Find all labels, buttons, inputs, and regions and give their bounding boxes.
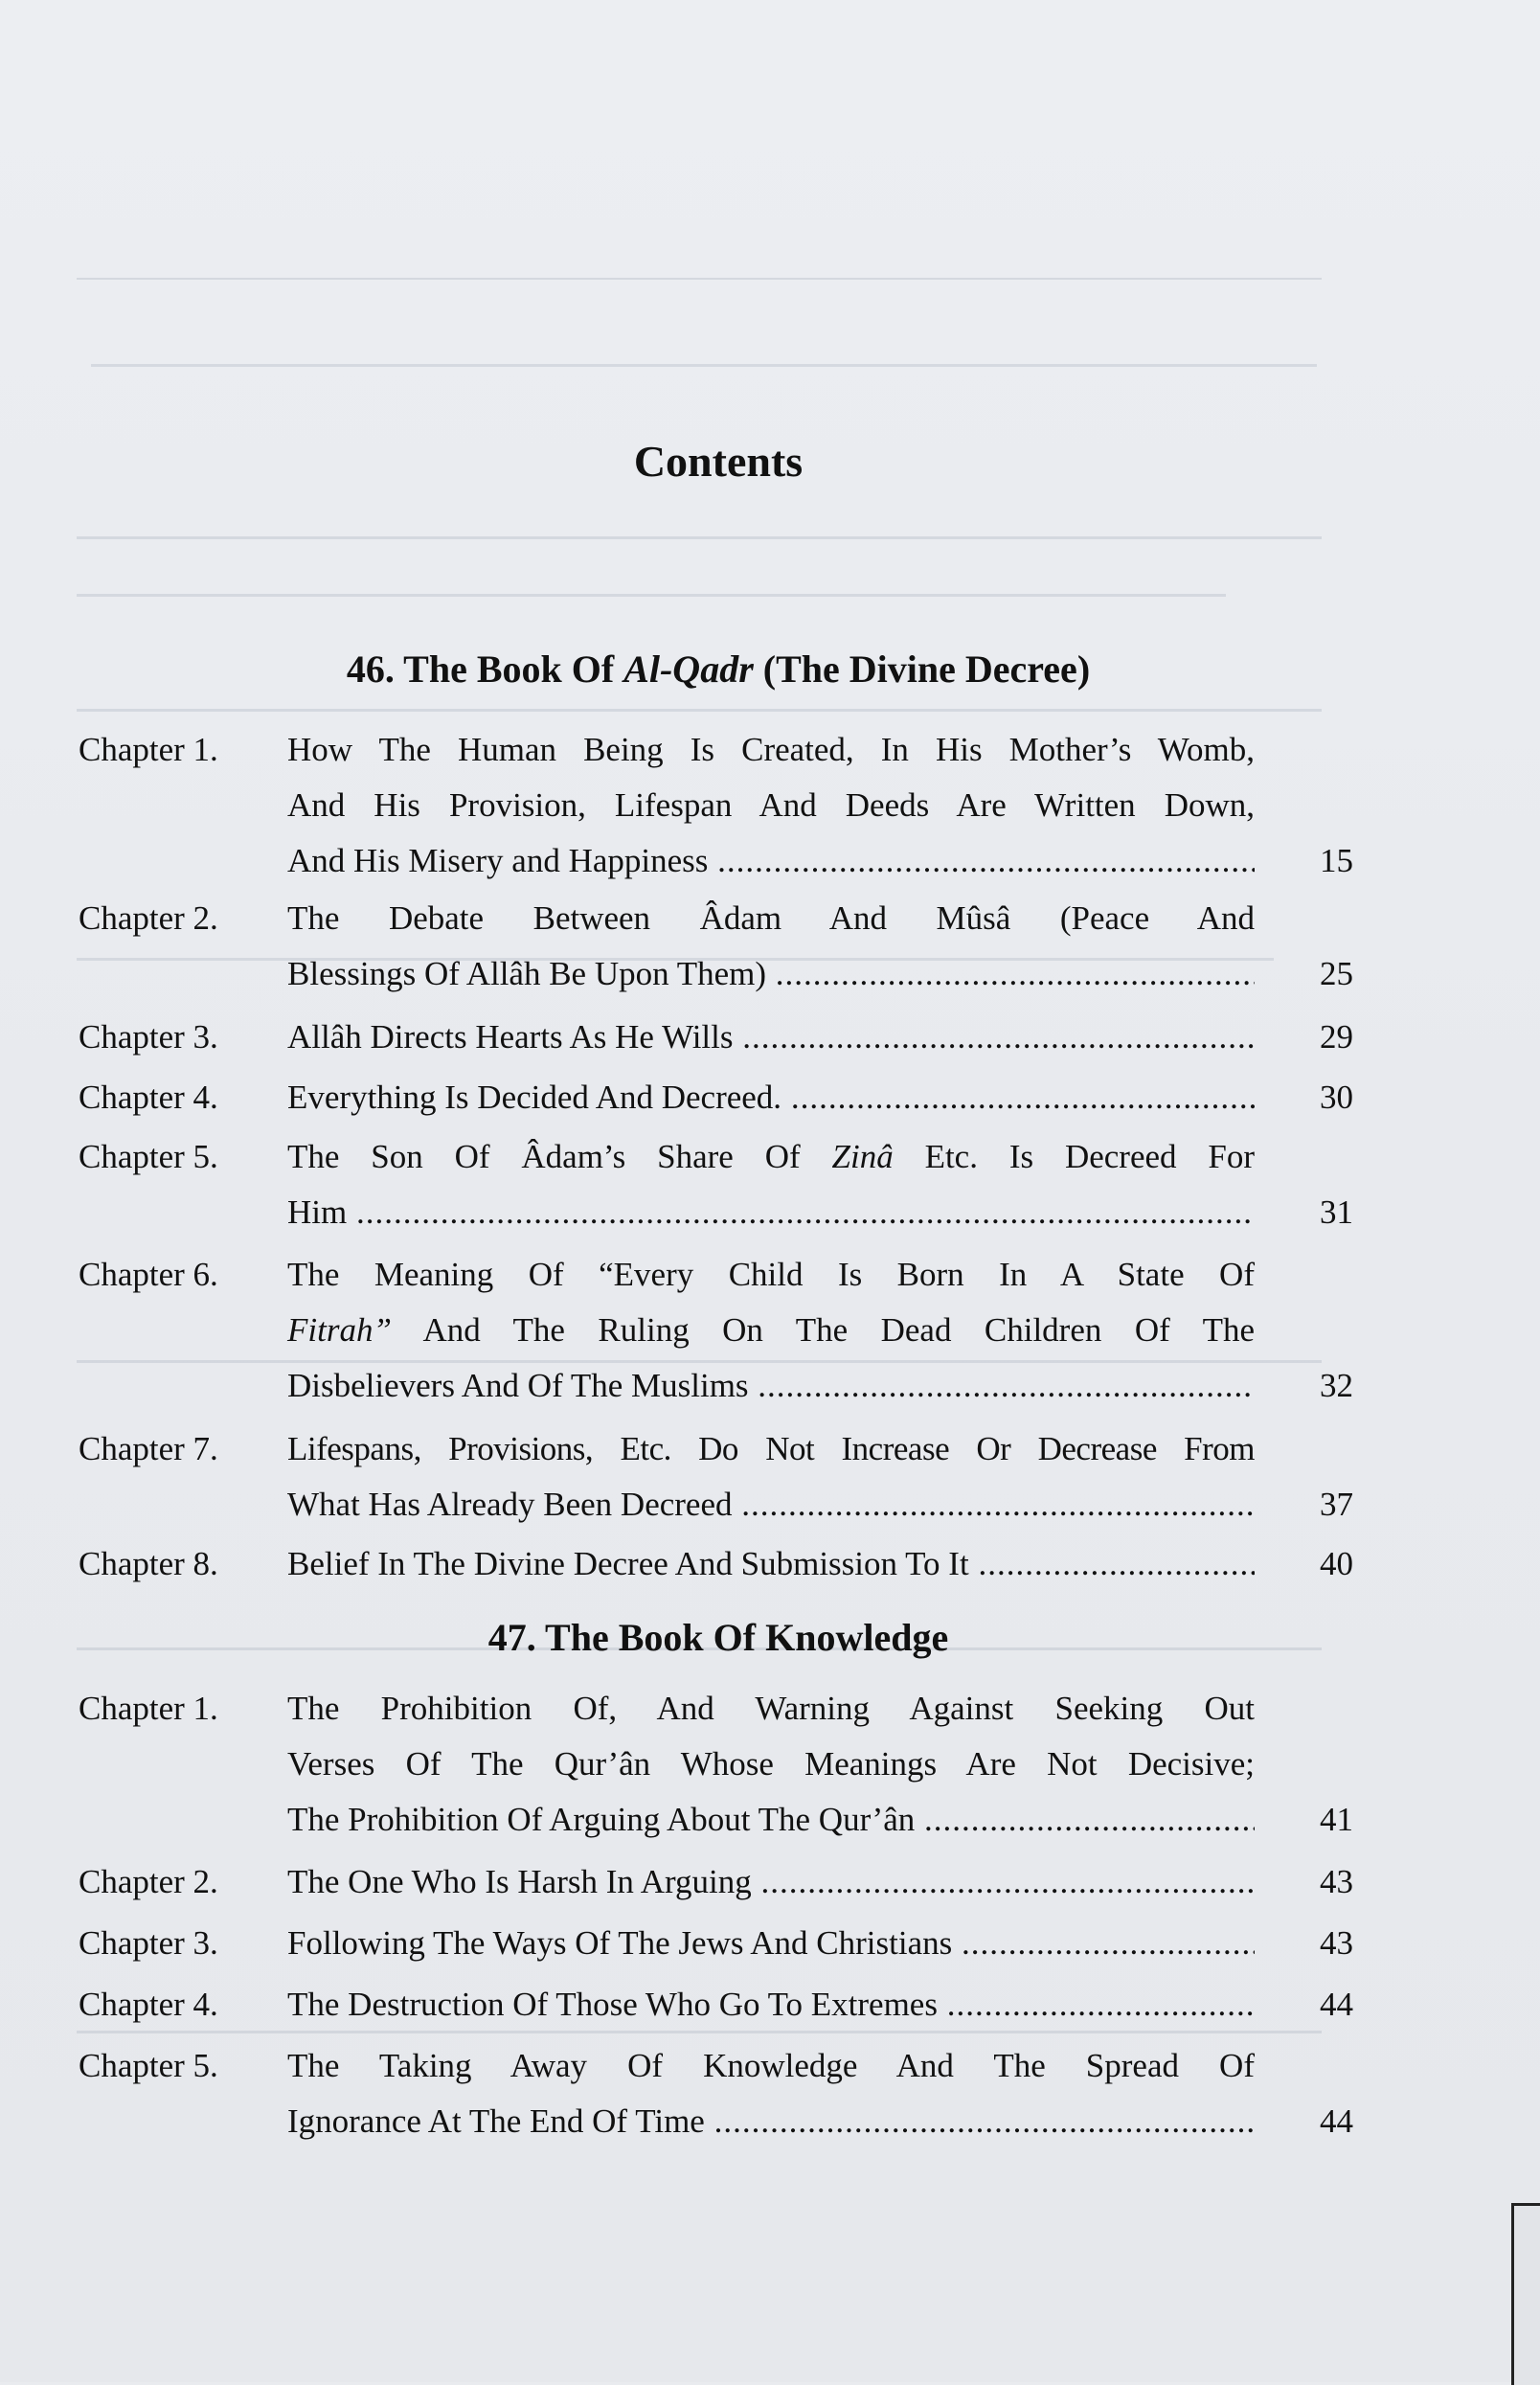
chapter-title-line: And His Provision, Lifespan And Deeds Are Written Down, — [287, 786, 1255, 824]
chapter-title-line: And His Misery and Happiness ..... — [287, 833, 1255, 889]
chapter-label: Chapter 2. — [79, 1863, 218, 1900]
page-number: 32 — [1320, 1367, 1353, 1404]
chapter-title-line: How The Human Being Is Created, In His Mother’s Womb, — [287, 731, 1255, 768]
chapter-title-line: The Taking Away Of Knowledge And The Spread Of — [287, 2047, 1255, 2084]
chapter-label: Chapter 2. — [79, 899, 218, 937]
page-number: 44 — [1320, 2102, 1353, 2140]
chapter-label: Chapter 3. — [79, 1924, 218, 1962]
chapter-title-line: Disbelievers And Of The Muslims ..... — [287, 1358, 1255, 1414]
chapter-title-line: Following The Ways Of The Jews And Christians ..... — [287, 1916, 1255, 1971]
chapter-label: Chapter 1. — [79, 1690, 218, 1727]
chapter-label: Chapter 5. — [79, 2047, 218, 2084]
chapter-label: Chapter 4. — [79, 1079, 218, 1116]
page-number: 43 — [1320, 1924, 1353, 1962]
page-number: 41 — [1320, 1801, 1353, 1838]
chapter-label: Chapter 5. — [79, 1138, 218, 1175]
chapter-title-line: The Prohibition Of Arguing About The Qur’ân ..... — [287, 1792, 1255, 1848]
chapter-title-line: The Son Of Âdam’s Share Of Zinâ Etc. Is Decreed For — [287, 1138, 1256, 1175]
chapter-title-line: Ignorance At The End Of Time ..... — [287, 2094, 1255, 2149]
chapter-title-line: The One Who Is Harsh In Arguing ..... — [287, 1854, 1255, 1910]
chapter-title-line: Allâh Directs Hearts As He Wills ..... — [287, 1010, 1255, 1065]
book-heading-text: 46. The Book Of — [346, 647, 624, 691]
page-number: 31 — [1320, 1193, 1353, 1231]
chapter-title-line: Everything Is Decided And Decreed. ..... — [287, 1070, 1255, 1125]
page-number: 29 — [1320, 1018, 1353, 1056]
page-number: 37 — [1320, 1486, 1353, 1523]
page-number: 43 — [1320, 1863, 1353, 1900]
chapter-title-line: What Has Already Been Decreed ..... — [287, 1477, 1255, 1533]
page-number: 40 — [1320, 1545, 1353, 1582]
chapter-title-line: Verses Of The Qur’ân Whose Meanings Are Not Decisive; — [287, 1745, 1255, 1783]
chapter-title-line: The Destruction Of Those Who Go To Extremes ..... — [287, 1977, 1255, 2033]
chapter-label: Chapter 1. — [79, 731, 218, 768]
chapter-title-line: Belief In The Divine Decree And Submission To It ..... — [287, 1536, 1255, 1592]
chapter-label: Chapter 7. — [79, 1430, 218, 1467]
chapter-title-line: Blessings Of Allâh Be Upon Them) ..... — [287, 946, 1255, 1002]
book-heading-italic: Al-Qadr — [623, 647, 754, 691]
book-heading-46 — [0, 647, 1437, 692]
chapter-title-line: Lifespans, Provisions, Etc. Do Not Increase Or Decrease From — [287, 1430, 1255, 1467]
chapter-label: Chapter 8. — [79, 1545, 218, 1582]
page-edge-tab — [1511, 2203, 1540, 2385]
page-title: Contents — [633, 437, 804, 486]
chapter-title-line: The Meaning Of “Every Child Is Born In A State Of — [287, 1256, 1255, 1293]
chapter-title-line: Him ..... — [287, 1185, 1255, 1240]
book-heading-47: 47. The Book Of Knowledge — [487, 1616, 949, 1659]
page-number: 15 — [1320, 842, 1353, 879]
chapter-label: Chapter 3. — [79, 1018, 218, 1056]
chapter-title-line: The Prohibition Of, And Warning Against Seeking Out — [287, 1690, 1255, 1727]
page-number: 25 — [1320, 955, 1353, 992]
chapter-label: Chapter 4. — [79, 1986, 218, 2023]
page-number: 44 — [1320, 1986, 1353, 2023]
chapter-title-line: The Debate Between Âdam And Mûsâ (Peace And — [287, 899, 1255, 937]
chapter-title-line: Fitrah” And The Ruling On The Dead Children Of The — [287, 1311, 1255, 1349]
book-heading-text: (The Divine Decree) — [753, 647, 1091, 691]
page-number: 30 — [1320, 1079, 1353, 1116]
chapter-label: Chapter 6. — [79, 1256, 218, 1293]
